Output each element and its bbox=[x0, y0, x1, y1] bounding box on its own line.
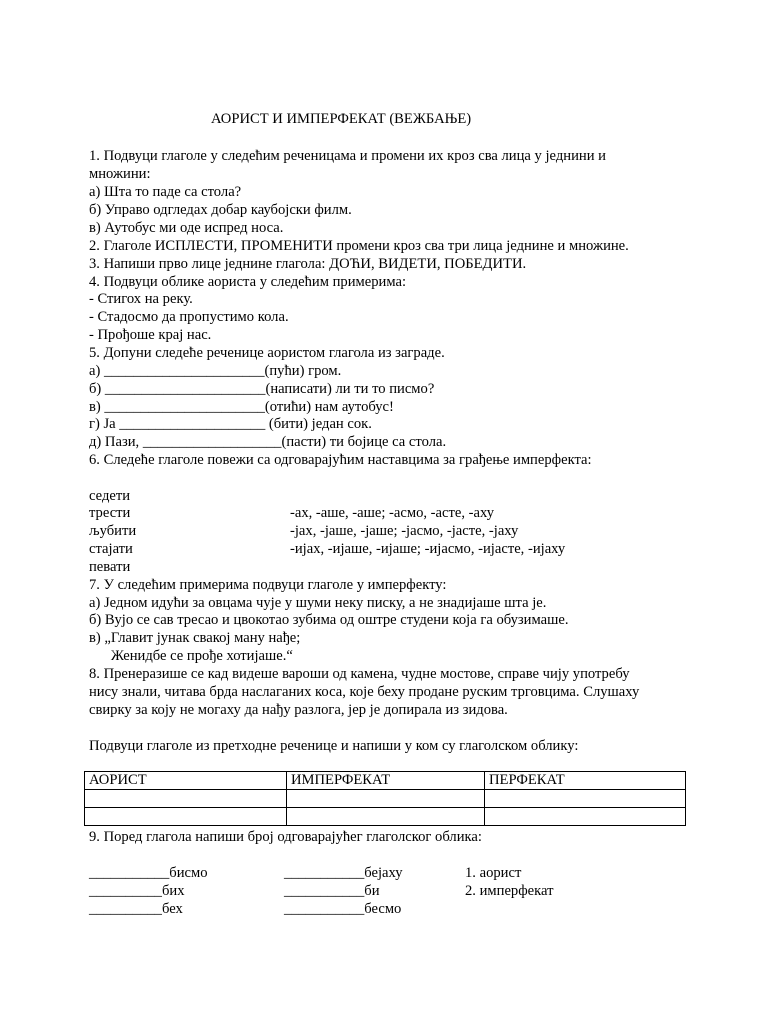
table-cell[interactable] bbox=[485, 790, 686, 808]
verb-item: стајати bbox=[89, 541, 133, 557]
header-imperfect: ИМПЕРФЕКАТ bbox=[287, 772, 485, 790]
task7-a: а) Једном идући за овцама чује у шуми неку писку, а не знадијаше шта је. bbox=[89, 595, 547, 611]
task4-item1: - Стигох на реку. bbox=[89, 291, 193, 307]
task1-c: в) Аутобус ми оде испред носа. bbox=[89, 220, 284, 236]
table-cell[interactable] bbox=[287, 808, 485, 826]
task1-a: а) Шта то паде са стола? bbox=[89, 184, 242, 200]
ending-item: -ах, -аше, -аше; -асмо, -асте, -аху bbox=[290, 505, 495, 521]
task1-line1: 1. Подвуци глаголе у следећим реченицама и промени их кроз сва лица у једнини и bbox=[89, 148, 606, 164]
task4-item2: - Стадосмо да пропустимо кола. bbox=[89, 309, 289, 325]
ending-item: -ијах, -ијаше, -ијаше; -ијасмо, -ијасте, -ијаху bbox=[290, 541, 566, 557]
task9-legend-item: 1. аорист bbox=[465, 865, 522, 881]
task9: 9. Поред глагола напиши број одговарајућег глаголског облика: bbox=[89, 829, 482, 845]
task9-item: __________бих bbox=[89, 883, 185, 899]
table-row bbox=[85, 790, 686, 808]
title-row bbox=[0, 94, 768, 145]
verb-item: седети bbox=[89, 488, 131, 504]
page-title: АОРИСТ И ИМПЕРФЕКАТ (ВЕЖБАЊЕ) bbox=[211, 111, 472, 127]
verb-item: љубити bbox=[89, 523, 137, 539]
table-header-row bbox=[85, 772, 686, 790]
task5-a: а) ______________________(пући) гром. bbox=[89, 363, 342, 379]
task8-line1: 8. Пренеразише се кад видеше вароши од камена, чудне мостове, справе чију употребу bbox=[89, 666, 630, 682]
task5: 5. Допуни следеће реченице аористом глагола из заграде. bbox=[89, 345, 445, 361]
table-instruction: Подвуци глаголе из претходне реченице и напиши у ком су глаголском облику: bbox=[89, 738, 579, 754]
task9-item: __________бех bbox=[89, 901, 183, 917]
task5-e: д) Пази, ___________________(пасти) ти бојице са стола. bbox=[89, 434, 447, 450]
task2: 2. Глаголе ИСПЛЕСТИ, ПРОМЕНИТИ промени кроз сва три лица једнине и множине. bbox=[89, 238, 629, 254]
task7-b: б) Вујо се сав тресао и цвокотао зубима од оштре студени која га обузимаше. bbox=[89, 612, 569, 628]
task5-c: в) ______________________(отићи) нам аутобус! bbox=[89, 399, 394, 415]
table-cell[interactable] bbox=[287, 790, 485, 808]
ending-item: -јах, -јаше, -јаше; -јасмо, -јасте, -јаху bbox=[290, 523, 519, 539]
table-cell[interactable] bbox=[485, 808, 686, 826]
verb-item: певати bbox=[89, 559, 131, 575]
task7-c-line2: Женидбе се прође хотијаше.“ bbox=[89, 648, 293, 664]
task5-b: б) ______________________(написати) ли ти то писмо? bbox=[89, 381, 435, 397]
task1-b: б) Управо одгледах добар каубојски филм. bbox=[89, 202, 352, 218]
verb-forms-table bbox=[84, 771, 686, 826]
task3: 3. Напиши прво лице једнине глагола: ДОЋИ, ВИДЕТИ, ПОБЕДИТИ. bbox=[89, 256, 527, 272]
verb-item: трести bbox=[89, 505, 131, 521]
table-row bbox=[85, 808, 686, 826]
task1-line2: множини: bbox=[89, 166, 151, 182]
table-cell[interactable] bbox=[85, 790, 287, 808]
header-aorist: АОРИСТ bbox=[85, 772, 287, 790]
task9-item: ___________бесмо bbox=[284, 901, 402, 917]
task9-item: ___________бисмо bbox=[89, 865, 208, 881]
task8-line2: нису знали, читава брда наслаганих коса, које беху продане руским трговцима. Слушаху bbox=[89, 684, 640, 700]
header-perfect: ПЕРФЕКАТ bbox=[485, 772, 686, 790]
task6: 6. Следеће глаголе повежи са одговарајућим наставцима за грађење имперфекта: bbox=[89, 452, 592, 468]
task4: 4. Подвуци облике аориста у следећим примерима: bbox=[89, 274, 407, 290]
task5-d: г) Ја ____________________ (бити) један сок. bbox=[89, 416, 372, 432]
task7-c-line1: в) „Главит јунак свакој ману нађе; bbox=[89, 630, 301, 646]
task4-item3: - Прођоше крај нас. bbox=[89, 327, 212, 343]
task7: 7. У следећим примерима подвуци глаголе у имперфекту: bbox=[89, 577, 447, 593]
task8-line3: свирку за коју не могаху да нађу разлога, јер је допирала из зидова. bbox=[89, 702, 508, 718]
task9-item: ___________бејаху bbox=[284, 865, 403, 881]
task9-legend-item: 2. имперфекат bbox=[465, 883, 554, 899]
table-cell[interactable] bbox=[85, 808, 287, 826]
task9-item: ___________би bbox=[284, 883, 380, 899]
